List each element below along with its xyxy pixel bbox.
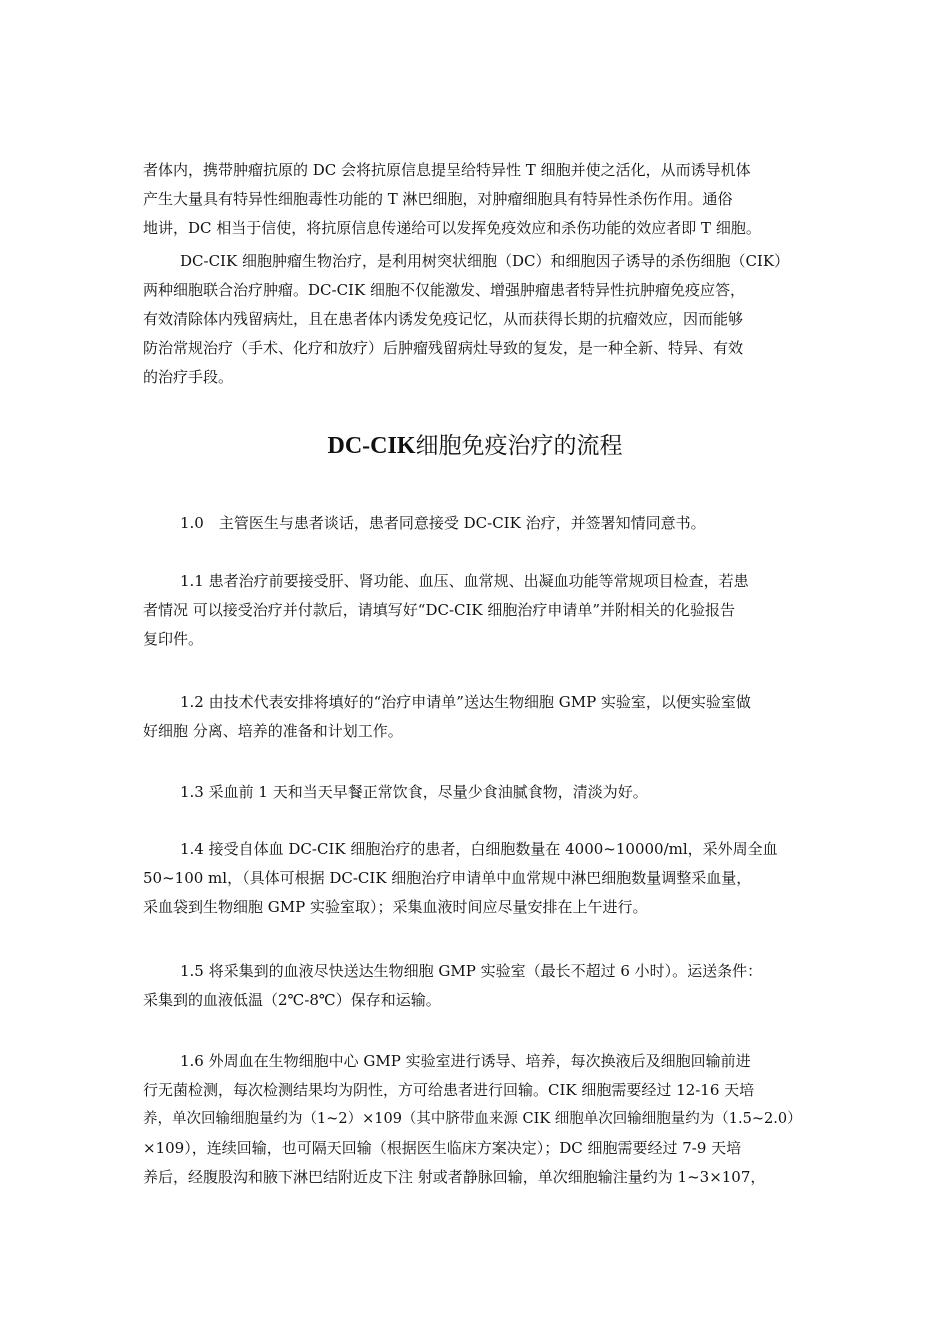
- text-line: 采集到的血液低温（2℃-8℃）保存和运输。: [143, 991, 441, 1009]
- text-line: 50~100 ml，（具体可根据 DC-CIK 细胞治疗申请单中血常规中淋巴细胞数量调整采血量，: [143, 869, 752, 887]
- text-line: 行无菌检测，每次检测结果均为阴性，方可给患者进行回输。CIK 细胞需要经过 12-16 天培: [143, 1081, 755, 1099]
- section-title: [0, 428, 950, 464]
- text-line: 防治常规治疗（手术、化疗和放疗）后肿瘤残留病灶导致的复发，是一种全新、特异、有效: [143, 339, 744, 357]
- intro-paragraph: [143, 156, 813, 243]
- step-1-5: [143, 957, 813, 1015]
- step-1-3: [143, 778, 813, 807]
- text-line: ×109），连续回输，也可隔天回输（根据医生临床方案决定）；DC 细胞需要经过 7-9 天培: [143, 1139, 742, 1157]
- step-1-4: [143, 835, 813, 922]
- text-line: DC-CIK 细胞肿瘤生物治疗，是利用树突状细胞（DC）和细胞因子诱导的杀伤细胞（CIK）: [180, 252, 790, 270]
- text-line: 复印件。: [143, 630, 204, 648]
- section-title-latin: DC-CIK: [327, 433, 416, 459]
- text-line: 1.0 主管医生与患者谈话，患者同意接受 DC-CIK 治疗，并签署知情同意书。: [180, 514, 706, 532]
- text-line: 1.3 采血前 1 天和当天早餐正常饮食，尽量少食油腻食物，清淡为好。: [180, 783, 648, 801]
- text-line: 采血袋到生物细胞 GMP 实验室取）；采集血液时间应尽量安排在上午进行。: [143, 898, 648, 916]
- text-line: 者体内，携带肿瘤抗原的 DC 会将抗原信息提呈给特异性 T 细胞并使之活化，从而诱导机体: [143, 161, 751, 179]
- dc-cik-overview-paragraph: [143, 247, 813, 392]
- text-line: 1.4 接受自体血 DC-CIK 细胞治疗的患者，白细胞数量在 4000~10000/ml，采外周全血: [180, 840, 778, 858]
- step-1-1: [143, 567, 813, 654]
- step-1-2: [143, 688, 813, 746]
- text-line: 1.6 外周血在生物细胞中心 GMP 实验室进行诱导、培养，每次换液后及细胞回输前进: [180, 1052, 751, 1070]
- text-line: 1.1 患者治疗前要接受肝、肾功能、血压、血常规、出凝血功能等常规项目检查，若患: [180, 572, 749, 590]
- section-title-cjk: 细胞免疫治疗的流程: [415, 433, 623, 459]
- step-1-6: [143, 1047, 813, 1192]
- text-line: 产生大量具有特异性细胞毒性功能的 T 淋巴细胞，对肿瘤细胞具有特异性杀伤作用。通俗: [143, 190, 733, 208]
- text-line: 1.2 由技术代表安排将填好的“治疗申请单”送达生物细胞 GMP 实验室，以便实验室做: [180, 693, 751, 711]
- text-line: 有效清除体内残留病灶，且在患者体内诱发免疫记忆，从而获得长期的抗瘤效应，因而能够: [143, 310, 744, 328]
- step-1-0: [143, 509, 813, 538]
- text-line: 养，单次回输细胞量约为（1~2）×109（其中脐带血来源 CIK 细胞单次回输细胞量约为（1.5~2.0）: [143, 1111, 802, 1127]
- text-line: 的治疗手段。: [143, 368, 234, 386]
- text-line: 两种细胞联合治疗肿瘤。DC-CIK 细胞不仅能激发、增强肿瘤患者特异性抗肿瘤免疫应答，: [143, 281, 745, 299]
- text-line: 好细胞 分离、培养的准备和计划工作。: [143, 722, 403, 740]
- text-line: 养后，经腹股沟和腋下淋巴结附近皮下注 射或者静脉回输，单次细胞输注量约为 1~3×107，: [143, 1168, 766, 1186]
- text-line: 1.5 将采集到的血液尽快送达生物细胞 GMP 实验室（最长不超过 6 小时）。运送条件：: [180, 962, 763, 980]
- text-line: 者情况 可以接受治疗并付款后，请填写好“DC-CIK 细胞治疗申请单”并附相关的化验报告: [143, 601, 736, 619]
- text-line: 地讲，DC 相当于信使，将抗原信息传递给可以发挥免疫效应和杀伤功能的效应者即 T 细胞。: [143, 219, 761, 237]
